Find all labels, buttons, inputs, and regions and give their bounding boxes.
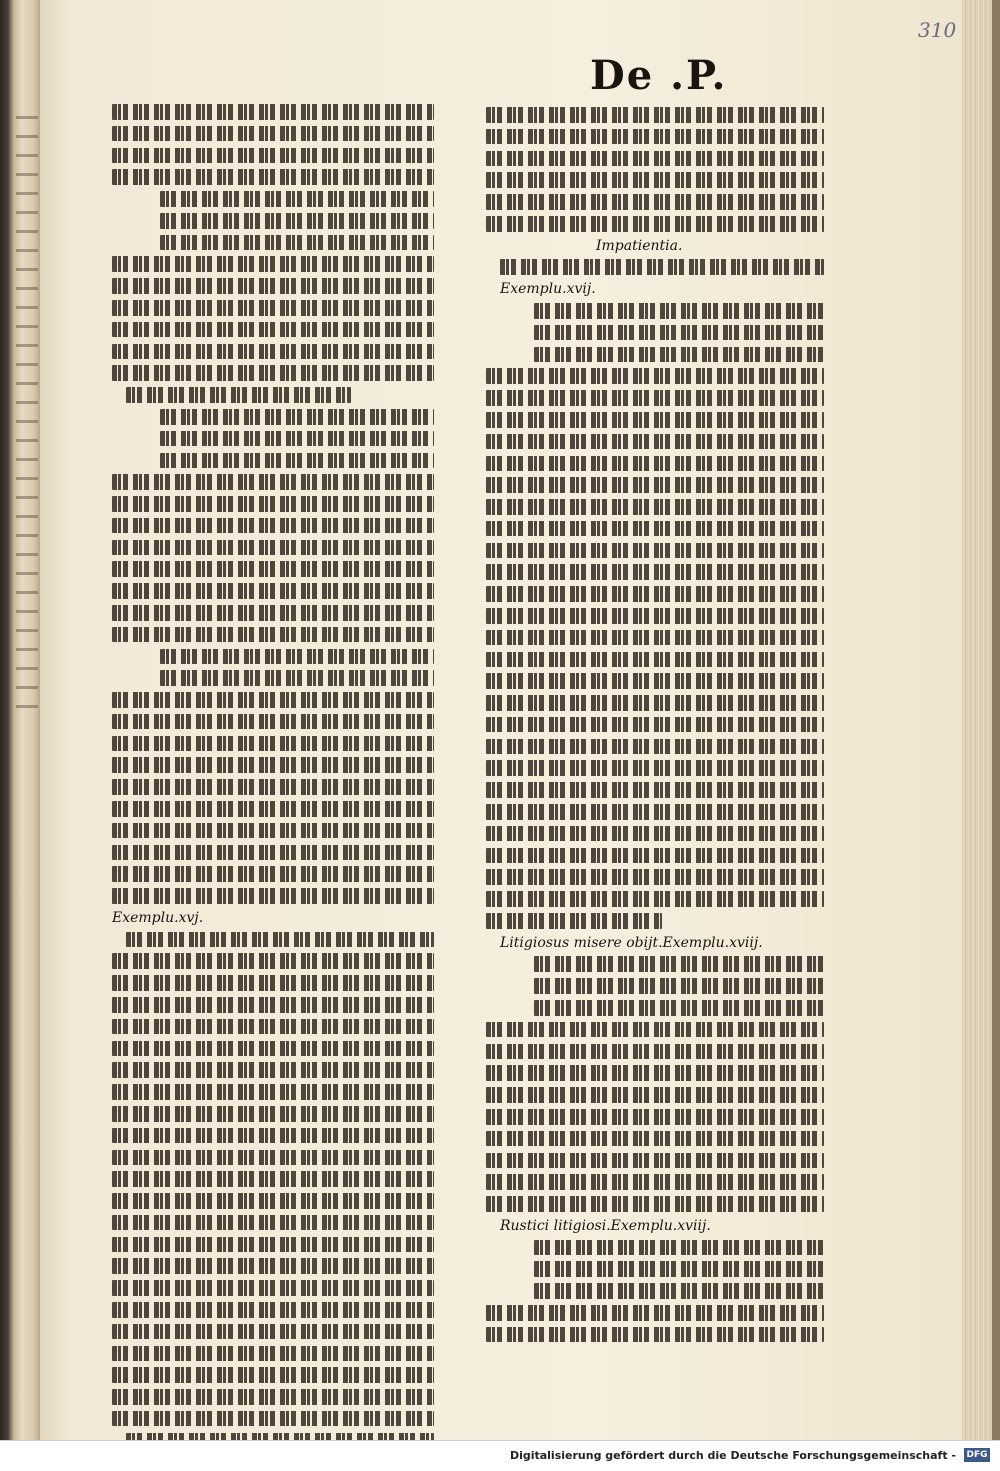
text-line [112,278,434,294]
text-line [126,387,351,403]
text-line [112,1389,434,1405]
adjacent-page-text [16,100,38,1300]
book-cover-edge [992,0,1000,1440]
adjacent-page-spine [0,0,40,1440]
text-line [534,325,824,341]
text-line [112,1324,434,1340]
text-line [486,1305,824,1321]
text-line [486,368,824,384]
text-line [486,1131,824,1147]
section-heading: Litigiosus misere obijt.Exemplu.xviij. [500,934,763,951]
text-line [160,409,434,425]
text-line [112,518,434,534]
text-line [486,1044,824,1060]
text-line [534,978,824,994]
text-line [112,866,434,882]
text-line [160,431,434,447]
text-line [112,322,434,338]
text-line [112,1367,434,1383]
text-line [112,1237,434,1253]
text-line [486,194,824,210]
text-line [486,891,824,907]
text-line [112,823,434,839]
text-line [112,1280,434,1296]
text-line [486,608,824,624]
text-line [486,129,824,145]
text-line [534,347,824,363]
text-line [486,673,824,689]
text-line [112,779,434,795]
text-line [112,1215,434,1231]
text-line [126,932,434,948]
text-line [112,1411,434,1427]
text-line [112,975,434,991]
text-line [112,1019,434,1035]
left-text-column [112,104,434,1454]
text-line [112,496,434,512]
text-line [486,1327,824,1343]
text-line [486,1022,824,1038]
text-line [486,434,824,450]
text-line [486,1196,824,1212]
text-line [112,605,434,621]
text-line [112,583,434,599]
text-line [486,390,824,406]
text-line [486,543,824,559]
text-line [486,739,824,755]
text-line [486,412,824,428]
text-line [486,913,662,929]
text-line [112,474,434,490]
running-header: De .P. [590,52,728,99]
text-line [112,1193,434,1209]
text-line [534,1283,824,1299]
text-line [486,456,824,472]
text-line [112,148,434,164]
text-line [486,172,824,188]
text-line [534,1000,824,1016]
text-line [112,627,434,643]
text-line [534,1261,824,1277]
text-line [486,1109,824,1125]
text-line [112,736,434,752]
text-line [112,1128,434,1144]
text-line [112,1171,434,1187]
text-line [112,256,434,272]
text-line [486,760,824,776]
text-line [534,1240,824,1256]
funding-notice: Digitalisierung gefördert durch die Deutsche Forschungsgemeinschaft - [509,1449,956,1462]
text-line [486,1065,824,1081]
text-line [486,477,824,493]
text-line [486,782,824,798]
text-line [112,300,434,316]
section-heading: Rustici litigiosi.Exemplu.xviij. [500,1217,711,1234]
text-line [112,126,434,142]
text-line [160,670,434,686]
text-line [112,1084,434,1100]
text-line [112,169,434,185]
text-line [486,586,824,602]
text-line [160,453,434,469]
text-line [112,365,434,381]
text-line [112,1062,434,1078]
text-line [112,540,434,556]
text-line [112,845,434,861]
text-line [486,695,824,711]
text-line [486,499,824,515]
section-heading: Exemplu.xvij. [500,281,596,298]
text-line [160,191,434,207]
text-line [112,801,434,817]
text-line [486,804,824,820]
text-line [112,1346,434,1362]
text-line [486,1153,824,1169]
text-line [486,107,824,123]
text-line [112,104,434,120]
section-heading: Impatientia. [596,237,683,254]
text-line [500,259,824,275]
text-line [486,521,824,537]
text-line [160,235,434,251]
text-line [486,1174,824,1190]
text-line [486,717,824,733]
text-line [534,303,824,319]
text-line [112,714,434,730]
text-line [112,1106,434,1122]
footer-bar [0,1440,1000,1471]
dfg-logo: DFG [964,1448,990,1462]
text-line [534,956,824,972]
right-text-column [486,107,824,1349]
text-line [112,888,434,904]
text-line [486,869,824,885]
text-line [112,757,434,773]
text-line [112,344,434,360]
text-line [486,652,824,668]
text-line [160,213,434,229]
section-heading: Exemplu.xvj. [112,909,204,926]
text-line [160,649,434,665]
text-line [112,1150,434,1166]
text-line [486,630,824,646]
text-line [112,561,434,577]
text-line [112,953,434,969]
text-line [112,1302,434,1318]
text-line [486,151,824,167]
text-line [486,564,824,580]
text-line [486,826,824,842]
text-line [486,848,824,864]
text-line [112,1041,434,1057]
text-line [112,997,434,1013]
text-line [112,692,434,708]
text-line [486,1087,824,1103]
text-line [112,1258,434,1274]
folio-number: 310 [918,18,957,42]
text-line [486,216,824,232]
